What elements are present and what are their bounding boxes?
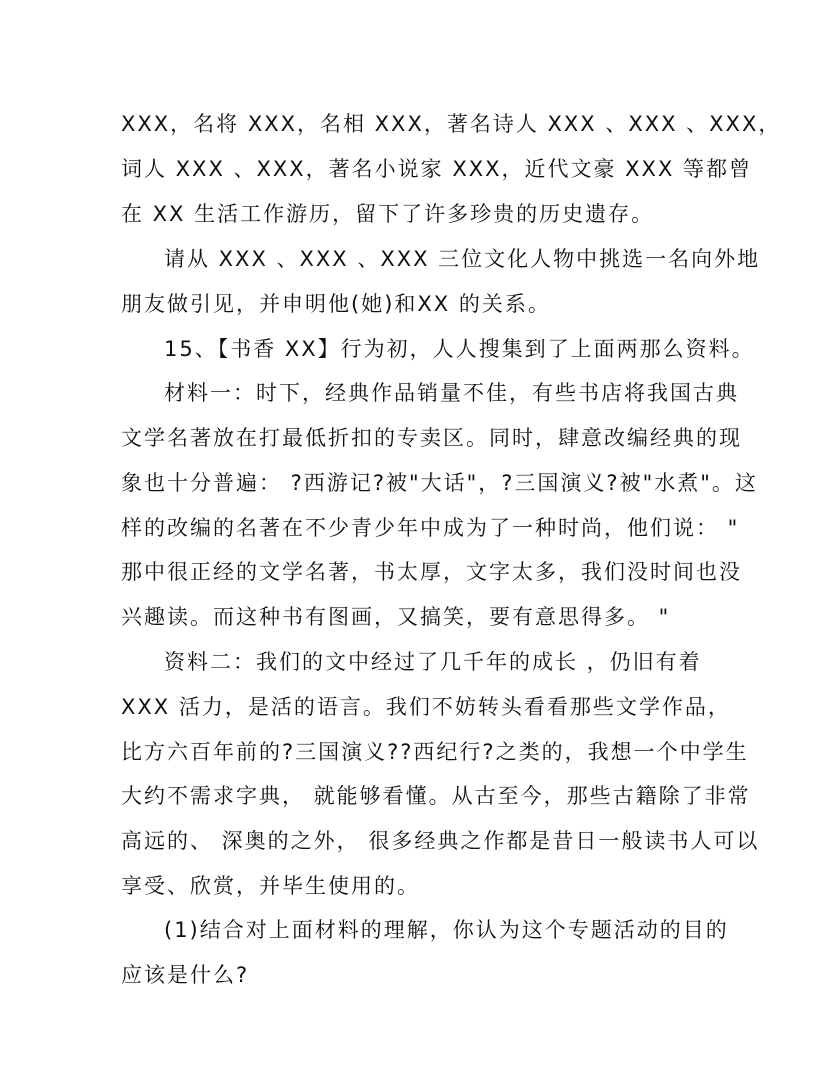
text-line-14: XXX 活力，是活的语言。我们不妨转头看看那些文学作品，: [121, 695, 731, 719]
text-line-10: 样的改编的名著在不少青少年中成为了一种时尚，他们说： ": [121, 516, 740, 540]
text-line-1: XXX，名将 XXX，名相 XXX，著名诗人 XXX 、XXX 、XXX，: [121, 112, 782, 136]
text-line-20: 应该是什么?: [121, 963, 250, 987]
text-line-17: 高远的、 深奥的之外， 很多经典之作都是昔日一般读书人可以: [121, 829, 760, 853]
text-line-15: 比方六百年前的?三国演义??西纪行?之类的，我想一个中学生: [121, 740, 749, 764]
text-line-13: 资料二：我们的文中经过了几千年的成长 ，仍旧有着: [164, 650, 702, 674]
text-line-6: 15、【书香 XX】行为初，人人搜集到了上面两那么资料。: [164, 337, 755, 361]
text-line-9: 象也十分普遍： ?西游记?被"大话"，?三国演义?被"水煮"。这: [121, 471, 758, 495]
text-line-18: 享受、欣赏，并毕生使用的。: [121, 874, 420, 898]
text-line-7: 材料一：时下，经典作品销量不佳，有些书店将我国古典: [164, 381, 739, 405]
text-line-19: (1)结合对上面材料的理解，你认为这个专题活动的目的: [164, 918, 729, 942]
text-line-11: 那中很正经的文学名著，书太厚，文字太多，我们没时间也没: [121, 560, 742, 584]
text-line-12: 兴趣读。而这种书有图画，又搞笑，要有意思得多。 ": [121, 605, 671, 629]
text-line-8: 文学名著放在打最低折扣的专卖区。同时，肆意改编经典的现: [121, 426, 742, 450]
text-line-5: 朋友做引见，并申明他(她)和XX 的关系。: [121, 292, 551, 316]
text-line-2: 词人 XXX 、XXX，著名小说家 XXX，近代文豪 XXX 等都曾: [121, 157, 753, 181]
text-line-4: 请从 XXX 、XXX 、XXX 三位文化人物中挑选一名向外地: [164, 247, 761, 271]
text-line-3: 在 XX 生活工作游历，留下了许多珍贵的历史遗存。: [121, 202, 655, 226]
text-line-16: 大约不需求字典， 就能够看懂。从古至今，那些古籍除了非常: [121, 784, 751, 808]
